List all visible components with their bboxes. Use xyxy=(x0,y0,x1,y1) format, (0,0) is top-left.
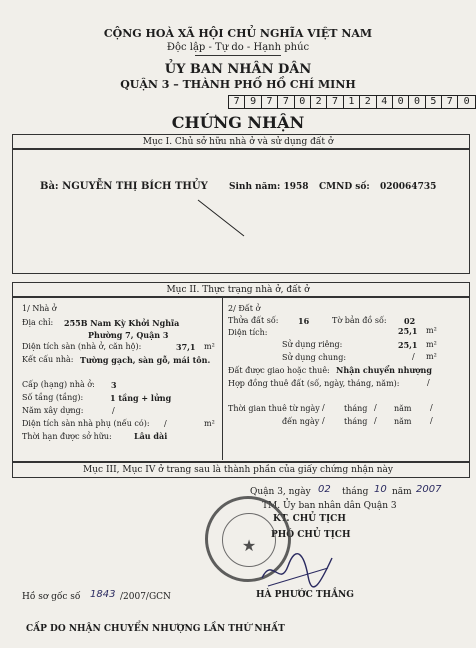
house-grade-label: Cấp (hạng) nhà ở: xyxy=(22,380,95,389)
house-aux-area-value: / xyxy=(164,419,167,428)
signing-place-prefix: Quận 3, ngày xyxy=(250,487,311,497)
land-area-value: 25,1 xyxy=(398,326,418,336)
land-map-sheet-label: Tờ bản đồ số: xyxy=(332,316,387,325)
house-address-line2: Phường 7, Quận 3 xyxy=(88,330,169,340)
section1-title: Mục I. Chủ sở hữu nhà ở và sử dụng đất ở xyxy=(142,137,334,147)
house-heading: 1/ Nhà ở xyxy=(22,304,57,313)
house-aux-area-unit: m² xyxy=(204,419,215,428)
land-lease-contract-label: Hợp đồng thuê đất (số, ngày, tháng, năm): xyxy=(228,379,400,388)
land-lease-from-label: Thời gian thuê từ ngày xyxy=(228,404,320,413)
serial-digit: 2 xyxy=(360,96,376,108)
signing-kt: KT. CHỦ TỊCH xyxy=(273,514,346,524)
owner-id-label: CMND số: xyxy=(319,182,370,192)
house-grade-value: 3 xyxy=(111,380,117,390)
owner-id-value: 020064735 xyxy=(380,182,437,192)
land-lease-contract-value: / xyxy=(427,378,430,387)
serial-digit: 9 xyxy=(245,96,261,108)
original-record-suffix: /2007/GCN xyxy=(120,592,171,602)
serial-digit: 5 xyxy=(426,96,442,108)
signing-year: 2007 xyxy=(416,484,442,495)
land-parcel-label: Thửa đất số: xyxy=(228,316,279,325)
lease-from-month-label: tháng xyxy=(344,404,368,413)
serial-digit: 4 xyxy=(377,96,393,108)
house-year-value: / xyxy=(112,406,115,415)
land-heading: 2/ Đất ở xyxy=(228,304,261,313)
lease-to-month-slash: / xyxy=(374,416,377,425)
land-lease-to-label: đến ngày xyxy=(282,417,320,426)
serial-digit: 7 xyxy=(278,96,294,108)
house-year-label: Năm xây dựng: xyxy=(22,406,84,415)
land-area-label: Diện tích: xyxy=(228,328,268,337)
signing-year-label: năm xyxy=(392,487,412,497)
lease-from-year-slash: / xyxy=(430,403,433,412)
house-floor-area-label: Diện tích sàn (nhà ở, căn hộ): xyxy=(22,342,142,351)
signing-month: 10 xyxy=(374,484,387,495)
lease-from-year-label: năm xyxy=(394,404,412,413)
lease-to-day-slash: / xyxy=(322,416,325,425)
serial-digit: 7 xyxy=(229,96,245,108)
owner-birth-year: Sinh năm: 1958 xyxy=(229,182,309,192)
committee-title: ỦY BAN NHÂN DÂN xyxy=(164,62,312,77)
motto-underline xyxy=(195,55,281,56)
serial-digit: 7 xyxy=(262,96,278,108)
section3-note: Mục III, Mục IV ở trang sau là thành phần của giấy chứng nhận này xyxy=(83,465,393,475)
lease-to-year-label: năm xyxy=(394,417,412,426)
seal-star-icon: ★ xyxy=(241,536,257,555)
district-title: QUẬN 3 – THÀNH PHỐ HỒ CHÍ MINH xyxy=(120,78,356,91)
national-motto: Độc lập - Tự do - Hạnh phúc xyxy=(166,42,310,53)
serial-digit: 7 xyxy=(442,96,458,108)
original-record-number: 1843 xyxy=(90,589,116,600)
land-private-unit: m² xyxy=(426,340,437,349)
lease-to-year-slash: / xyxy=(430,416,433,425)
house-aux-area-label: Diện tích sàn nhà phụ (nếu có): xyxy=(22,419,150,428)
serial-digit: 7 xyxy=(327,96,343,108)
house-term-value: Lâu dài xyxy=(134,431,168,441)
land-shared-value: / xyxy=(412,352,415,361)
lease-from-month-slash: / xyxy=(374,403,377,412)
issuance-note: CẤP DO NHẬN CHUYỂN NHƯỢNG LẦN THỨ NHẤT xyxy=(26,624,285,634)
serial-digit: 0 xyxy=(393,96,409,108)
certificate-title: CHỨNG NHẬN xyxy=(171,113,305,132)
serial-digit: 1 xyxy=(344,96,360,108)
land-allocation-label: Đất được giao hoặc thuê: xyxy=(228,366,330,375)
signing-day: 02 xyxy=(318,484,331,495)
original-record-label: Hồ sơ gốc số xyxy=(22,592,81,602)
house-address-label: Địa chỉ: xyxy=(22,318,54,327)
section2-title: Mục II. Thực trạng nhà ở, đất ở xyxy=(166,285,310,295)
house-floor-area-unit: m² xyxy=(204,342,215,351)
lease-from-day-slash: / xyxy=(322,403,325,412)
serial-digit: 0 xyxy=(463,96,470,107)
serial-number-box xyxy=(228,95,476,109)
land-private-value: 25,1 xyxy=(398,340,418,350)
land-area-unit: m² xyxy=(426,326,437,335)
signing-vice: PHÓ CHỦ TỊCH xyxy=(271,530,351,540)
serial-digit: 0 xyxy=(409,96,425,108)
serial-digit: 0 xyxy=(295,96,311,108)
land-parcel-value: 16 xyxy=(298,316,310,326)
signing-month-label: tháng xyxy=(342,487,369,497)
land-shared-label: Sử dụng chung: xyxy=(282,353,347,362)
house-address-line1: 255B Nam Kỳ Khởi Nghĩa xyxy=(64,318,180,328)
land-private-label: Sử dụng riêng: xyxy=(282,340,343,349)
cross-out-stroke xyxy=(196,198,246,238)
handwritten-signature xyxy=(258,548,338,592)
house-term-label: Thời hạn được sở hữu: xyxy=(22,432,112,441)
house-structure-label: Kết cấu nhà: xyxy=(22,355,74,364)
signing-on-behalf: TM. Ủy ban nhân dân Quận 3 xyxy=(262,501,397,511)
house-floor-area-value: 37,1 xyxy=(176,342,196,352)
signer-name: HÀ PHƯỚC THẮNG xyxy=(256,590,354,600)
land-shared-unit: m² xyxy=(426,352,437,361)
lease-to-month-label: tháng xyxy=(344,417,368,426)
serial-digit: 2 xyxy=(311,96,327,108)
land-allocation-value: Nhận chuyển nhượng xyxy=(336,365,432,375)
house-structure-value: Tường gạch, sàn gỗ, mái tôn. xyxy=(80,355,211,365)
owner-name: Bà: NGUYỄN THỊ BÍCH THỦY xyxy=(40,181,208,192)
section2-divider xyxy=(222,296,223,460)
land-map-sheet-value: 02 xyxy=(404,316,416,326)
house-floors-value: 1 tầng + lửng xyxy=(110,393,172,403)
house-floors-label: Số tầng (tầng): xyxy=(22,393,84,402)
national-title: CỘNG HOÀ XÃ HỘI CHỦ NGHĨA VIỆT NAM xyxy=(103,27,373,40)
